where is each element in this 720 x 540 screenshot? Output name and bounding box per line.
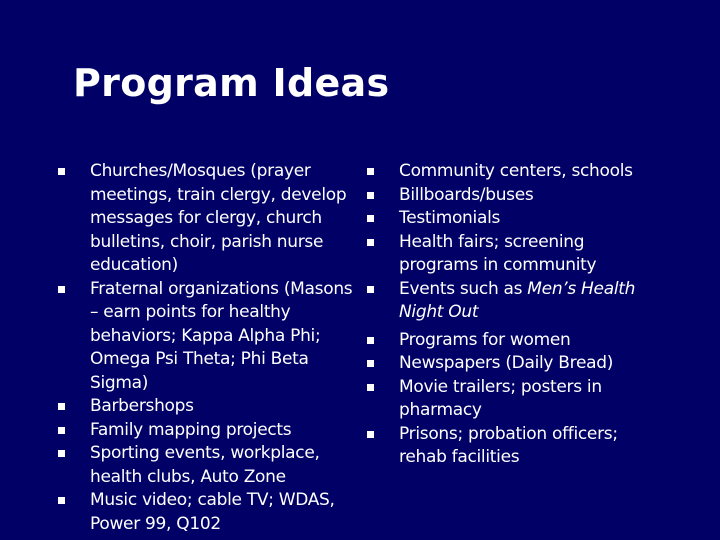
square-bullet-icon [367, 337, 374, 344]
list-item [367, 207, 667, 231]
list-item-text: Family mapping projects [90, 419, 292, 440]
list-item [367, 278, 667, 325]
right-bullet-list [367, 160, 667, 470]
list-item-text: Community centers, schools [399, 161, 633, 181]
list-item [367, 423, 667, 470]
square-bullet-icon [367, 168, 374, 175]
square-bullet-icon [58, 427, 65, 434]
list-item-text: Churches/Mosques (prayer meetings, train clergy, develop messages for clergy, church bulletins, choir, parish nurse education) [90, 161, 347, 275]
list-item [58, 278, 358, 396]
left-bullet-list [58, 160, 358, 536]
list-item-text: Barbershops [90, 396, 194, 416]
square-bullet-icon [367, 384, 374, 391]
square-bullet-icon [58, 497, 65, 504]
list-item [367, 376, 667, 423]
list-item-text: Programs for women [399, 329, 571, 350]
list-item [58, 160, 358, 278]
list-item [367, 184, 667, 208]
slide-title: Program Ideas [73, 61, 390, 105]
list-item-text: Events such as [399, 278, 528, 299]
list-item-text: Fraternal organizations (Masons – earn points for healthy behaviors; Kappa Alpha Phi; Omega Psi Theta; Phi Beta Sigma) [90, 278, 353, 393]
list-item [367, 352, 667, 376]
list-item [58, 419, 358, 443]
list-item-text: Health fairs; screening programs in community [399, 231, 597, 275]
square-bullet-icon [58, 168, 65, 175]
square-bullet-icon [367, 215, 374, 222]
list-item [367, 231, 667, 278]
list-item [58, 442, 358, 489]
list-item [367, 329, 667, 353]
list-item-text: Testimonials [399, 208, 501, 228]
square-bullet-icon [367, 239, 374, 246]
square-bullet-icon [367, 360, 374, 367]
square-bullet-icon [58, 403, 65, 410]
square-bullet-icon [367, 192, 374, 199]
list-item [58, 395, 358, 419]
list-item-text: Prisons; probation officers; rehab facilities [399, 423, 618, 467]
square-bullet-icon [367, 286, 374, 293]
square-bullet-icon [367, 431, 374, 438]
list-item-text: Music video; cable TV; WDAS, Power 99, Q102 [90, 490, 335, 534]
list-item-text: Billboards/buses [399, 184, 534, 205]
list-item [367, 160, 667, 184]
list-item-emphasis: Men’s Health Night Out [399, 278, 636, 322]
list-item-text: Movie trailers; posters in pharmacy [399, 376, 602, 420]
list-item-text: Newspapers (Daily Bread) [399, 353, 614, 373]
list-item [58, 489, 358, 536]
square-bullet-icon [58, 286, 65, 293]
square-bullet-icon [58, 450, 65, 457]
list-item-text: Sporting events, workplace, health clubs, Auto Zone [90, 443, 320, 487]
